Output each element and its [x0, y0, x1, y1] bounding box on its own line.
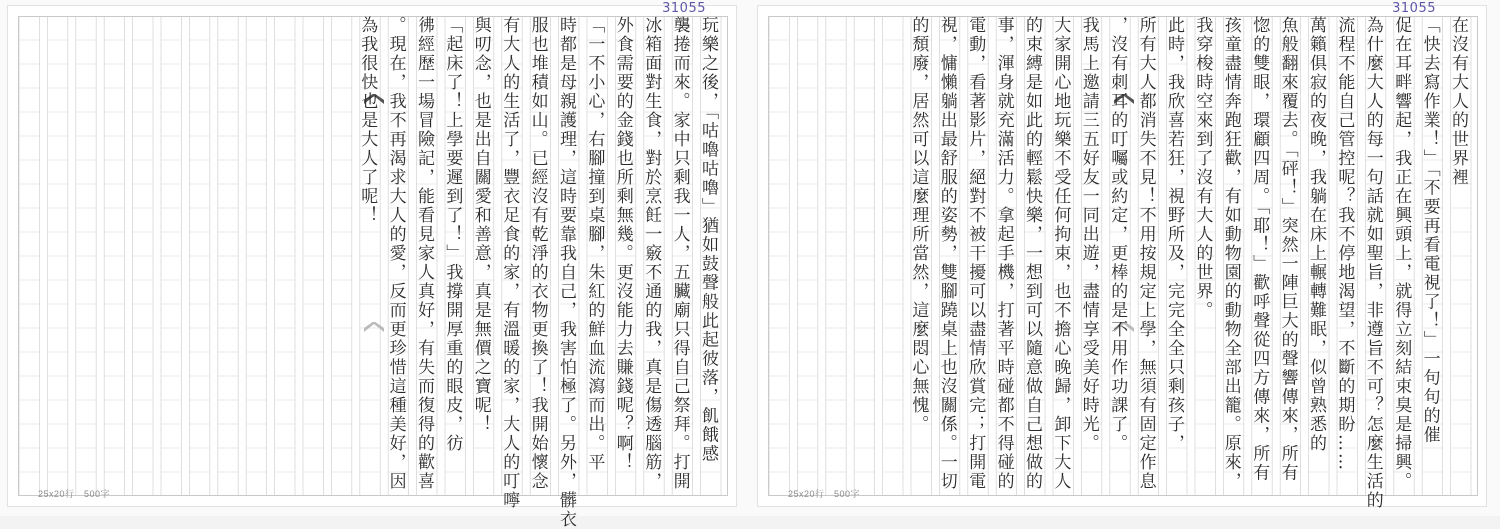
manuscript-column-text: 外食需要的金錢也所剩無幾。更沒能力去賺錢呢？啊！ — [612, 16, 633, 472]
manuscript-column-text: 與叨念，也是出自關愛和善意，真是無價之寶呢！ — [470, 16, 491, 434]
manuscript-column-text: 玩樂之後，「咕嚕咕嚕」猶如鼓聲般此起彼落，飢餓感 — [697, 16, 718, 464]
page-number: 31055 — [1392, 1, 1436, 16]
manuscript-column-text: 為我很快也是大人了呢！ — [357, 16, 378, 225]
manuscript-column-text: 流程不能自己管控呢？我不停地渴望，不斷的期盼…… — [1334, 16, 1355, 472]
manuscript-column-text: 促在耳畔響起，我正在興頭上，就得立刻結束臭是掃興。 — [1391, 16, 1412, 491]
page-number: 31055 — [662, 1, 706, 16]
manuscript-column-text: 視，慵懶躺出最舒服的姿勢，雙腳蹺桌上也沒關係。一切 — [936, 16, 957, 491]
manuscript-column-text: 的束縛是如此的輕鬆快樂，一想到可以隨意做自己想做的 — [1021, 16, 1042, 491]
manuscript-column-text: 冰箱面對生食，對於烹飪一竅不通的我，真是傷透腦筋， — [641, 16, 662, 491]
manuscript-grid — [768, 16, 1478, 510]
manuscript-column-text: 所有大人都消失不見！不用按規定上學，無須有固定作息 — [1135, 16, 1156, 491]
grid-spec-label: 25x20行 500字 — [788, 489, 861, 499]
manuscript-column-text: 萬籟俱寂的夜晚，我躺在床上輾轉難眠，似曾熟悉的 — [1305, 16, 1326, 453]
manuscript-column-text: 「快去寫作業！」「不要再看電視了！」一句句的催 — [1419, 16, 1440, 445]
manuscript-column-text: 孩童盡情奔跑狂歡，有如動物園的動物全部出籠。原來， — [1220, 16, 1241, 491]
manuscript-grid — [18, 16, 728, 529]
manuscript-column-text: 的頹廢，居然可以這麼理所當然，這麼悶心無愧。 — [908, 16, 929, 434]
manuscript-column-text: ，沒有刺耳的叮囑或約定，更棒的是不用作功課了。 — [1107, 16, 1128, 453]
manuscript-column-text: 有大人的生活了，豐衣足食的家，有溫暖的家，大人的叮嚀 — [499, 16, 520, 510]
manuscript-column-text: 在沒有大人的世界裡 — [1447, 16, 1468, 187]
manuscript-column-text: 「一不小心，右腳撞到桌腳，朱紅的鮮血流瀉而出。平 — [584, 16, 605, 472]
grid-spec-label: 25x20行 500字 — [38, 489, 111, 499]
manuscript-column-text: 此時，我欣喜若狂，視野所及，完完全全只剩孩子， — [1163, 16, 1184, 453]
manuscript-column-text: 惚的雙眼，環顧四周。「耶！」歡呼聲從四方傳來，所有 — [1249, 16, 1270, 483]
manuscript-column-text: 魚般翻來覆去。「砰！」突然一陣巨大的聲響傳來，所有 — [1277, 16, 1298, 483]
manuscript-column-text: 。現在，我不再渴求大人的愛，反而更珍惜這種美好，因 — [385, 16, 406, 491]
manuscript-column-text: 電動，看著影片，絕對不被干擾可以盡情欣賞完；打開電 — [965, 16, 986, 491]
manuscript-column-text: 我馬上邀請三五好友一同出遊，盡情享受美好時光。 — [1078, 16, 1099, 453]
right-manuscript-page — [758, 1, 1486, 510]
manuscript-column-text: 大家開心地玩樂不受任何拘束，也不擔心晚歸，卸下大人 — [1050, 16, 1071, 491]
left-manuscript-page — [8, 1, 736, 529]
manuscript-column-text: 「起床了！上學要遲到了！」我撐開厚重的眼皮，彷 — [442, 16, 463, 453]
fold-marker-icon — [363, 322, 385, 334]
manuscript-column-text: 服也堆積如山。已經沒有乾淨的衣物更換了！我開始懷念 — [527, 16, 548, 491]
manuscript-column-text: 我穿梭時空來到了沒有大人的世界。 — [1192, 16, 1213, 320]
manuscript-column-text: 時都是母親護理，這時要靠我自己，我害怕極了。另外，髒衣 — [555, 16, 576, 529]
manuscript-column-text: 為什麼大人的每一句話就如聖旨，非遵旨不可？怎麼生活的 — [1362, 16, 1383, 510]
manuscript-column-text: 彿經歷一場冒險記，能看見家人真好，有失而復得的歡喜 — [413, 16, 434, 491]
manuscript-column-text: 事，渾身就充滿活力。拿起手機，打著平時碰都不得碰的 — [993, 16, 1014, 491]
manuscript-column-text: 襲捲而來。家中只剩我一人，五臟廟只得自己祭拜。打開 — [669, 16, 690, 491]
